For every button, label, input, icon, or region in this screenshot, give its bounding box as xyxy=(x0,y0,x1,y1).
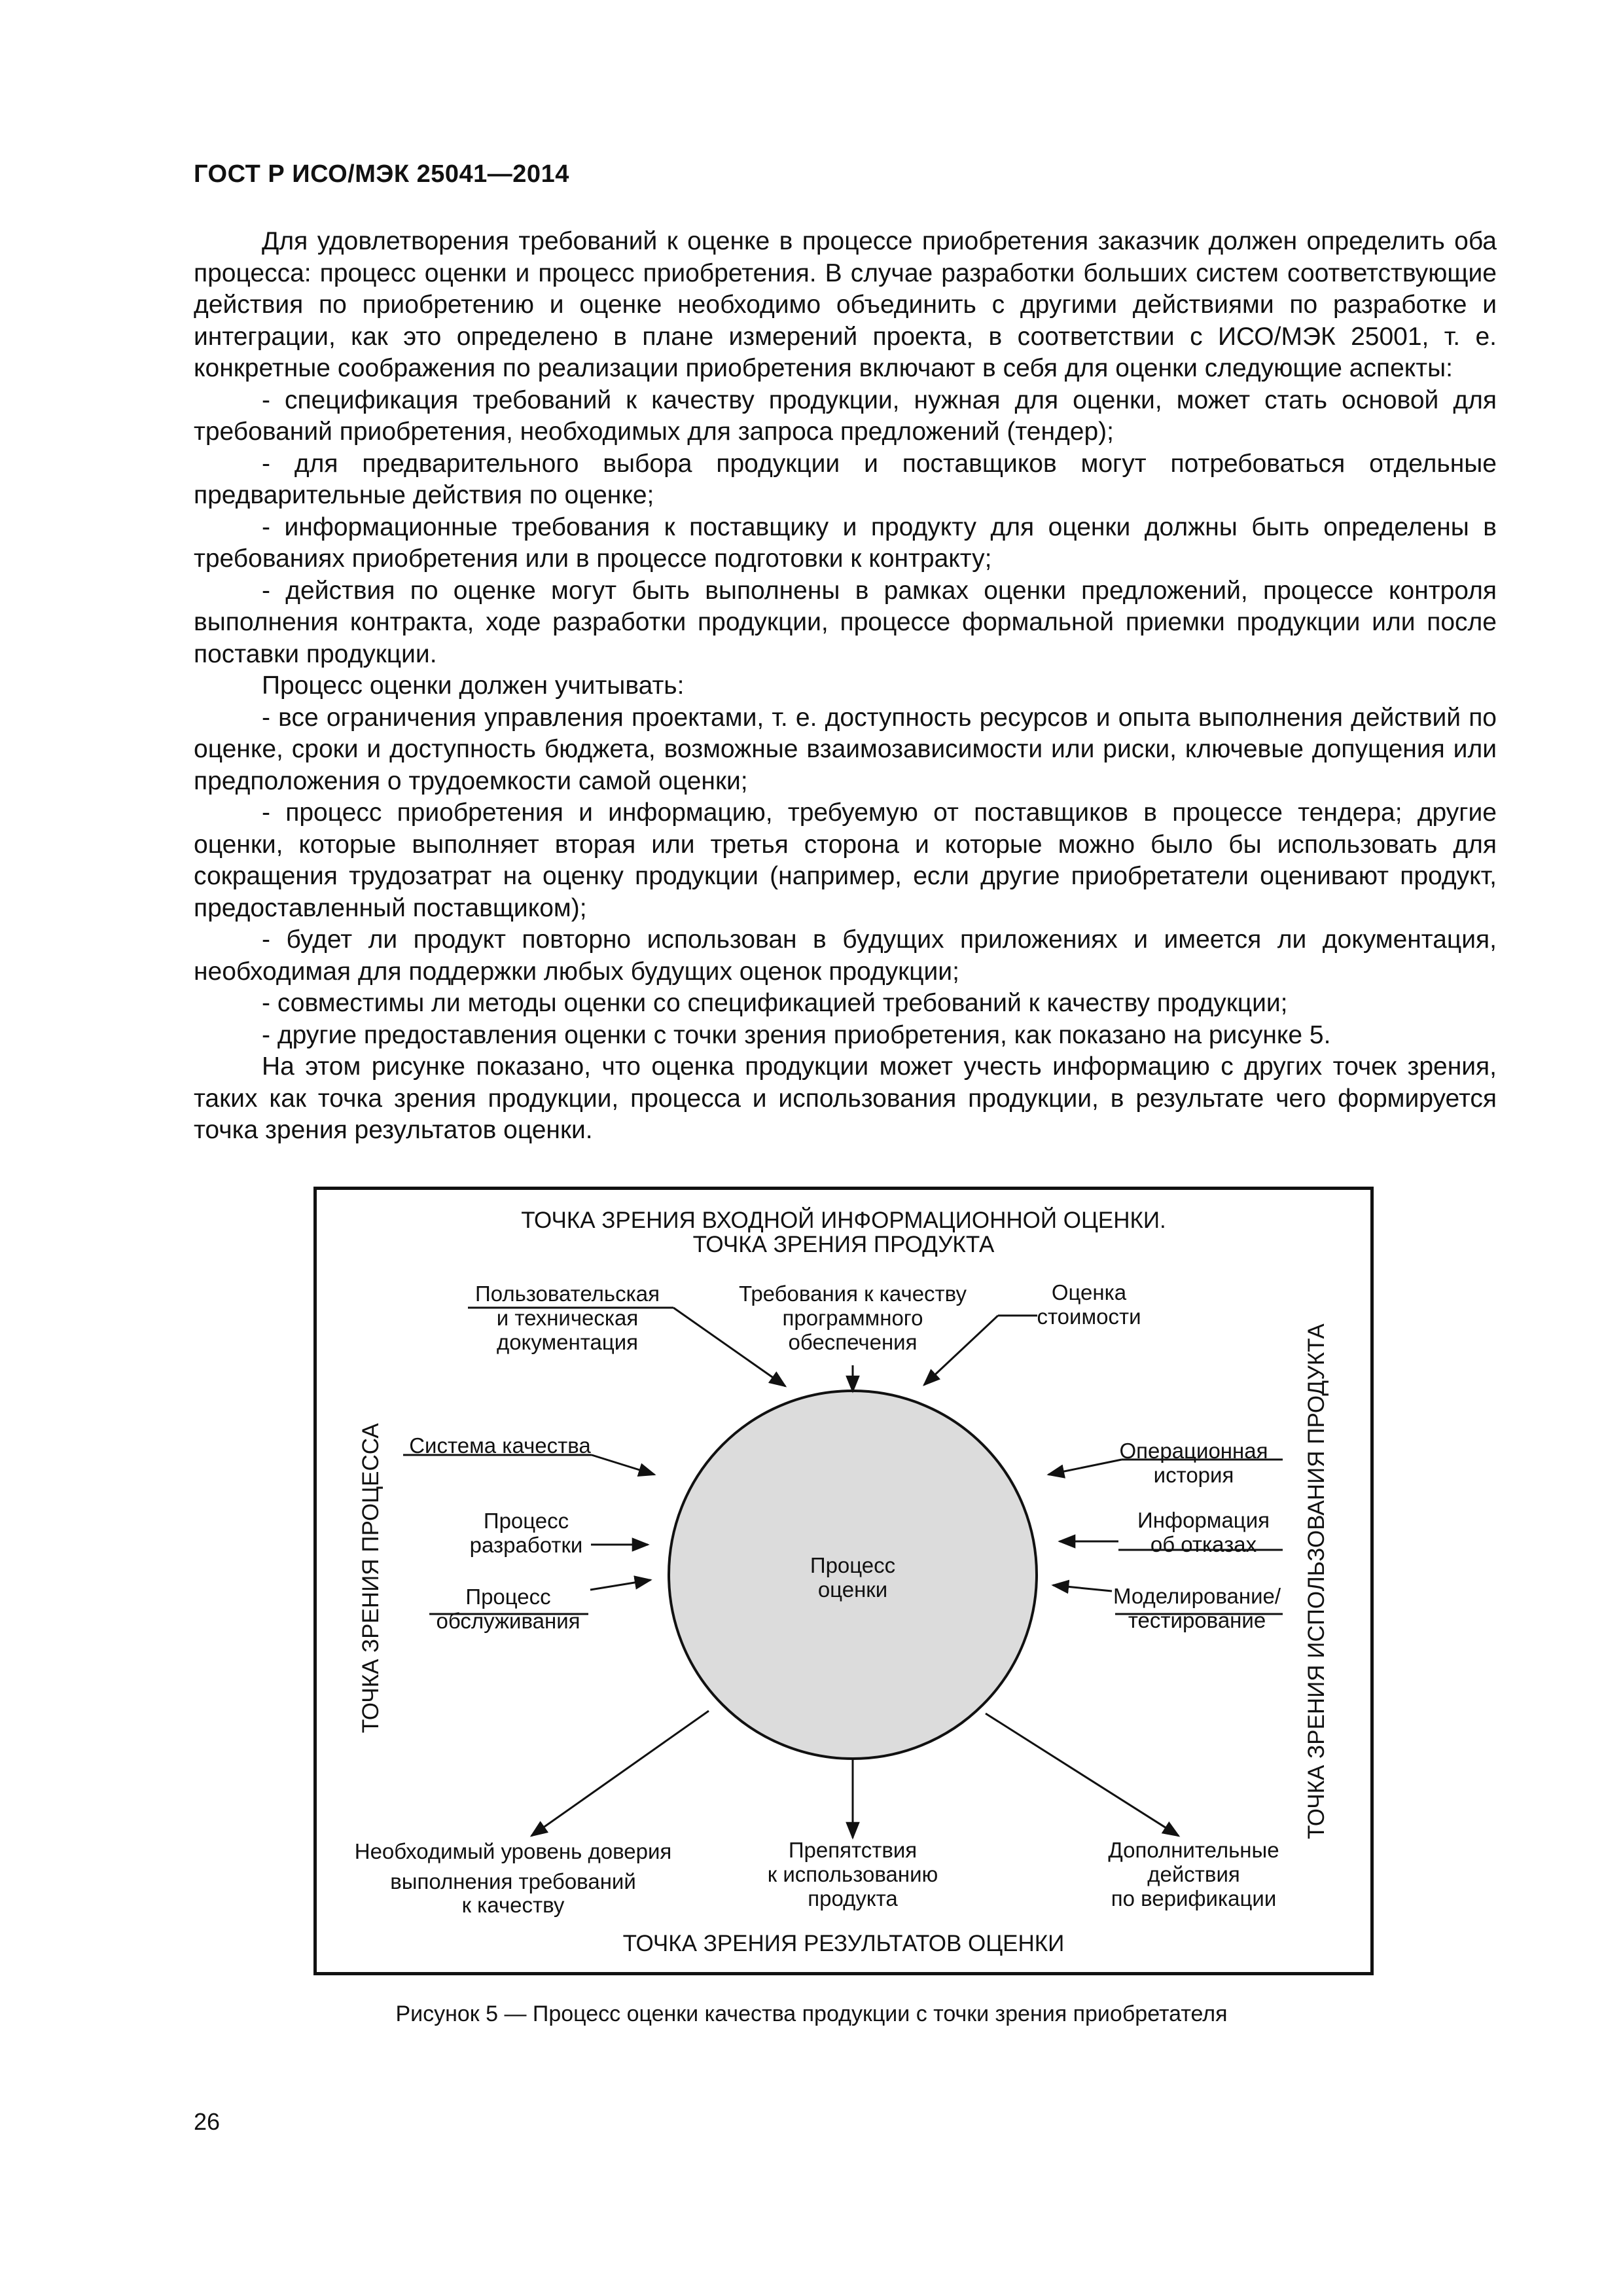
label-line: Дополнительные xyxy=(1108,1838,1279,1862)
paragraph: - для предварительного выбора продукции и поставщиков могут потребоваться отдельные предварительные действия по оценке; xyxy=(194,449,1497,509)
arrow-left-1b xyxy=(592,1455,654,1475)
left-title: ТОЧКА ЗРЕНИЯ ПРОЦЕССА xyxy=(358,1423,383,1733)
label-line: обеспечения xyxy=(788,1330,918,1354)
page-number: 26 xyxy=(194,2108,221,2135)
top-title-line: ТОЧКА ЗРЕНИЯ ВХОДНОЙ ИНФОРМАЦИОННОЙ ОЦЕНКИ. xyxy=(521,1208,1166,1233)
top-title-line: ТОЧКА ЗРЕНИЯ ПРОДУКТА xyxy=(692,1232,995,1257)
label-center-process xyxy=(755,1553,951,1602)
label-operational-history xyxy=(1096,1439,1292,1487)
paragraph: - спецификация требований к качеству продукции, нужная для оценки, может стать основой для требований приобретения, необходимых для запроса предложений (тендер); xyxy=(194,386,1497,446)
label-line: Требования к качеству xyxy=(739,1282,967,1306)
label-line: Система качества xyxy=(409,1433,591,1458)
label-maintenance-process xyxy=(428,1585,588,1633)
body-text xyxy=(194,226,1497,1147)
label-line: оценки xyxy=(817,1577,888,1602)
label-quality-requirements xyxy=(722,1282,984,1354)
top-title xyxy=(317,1208,1370,1257)
label-line: Препятствия xyxy=(788,1838,918,1862)
arrow-bottom-right xyxy=(986,1713,1179,1836)
figure-diagram xyxy=(313,1187,1374,1975)
label-line: Моделирование/ xyxy=(1113,1584,1281,1608)
label-line: программного xyxy=(782,1306,923,1330)
label-line: документация xyxy=(496,1330,639,1354)
label-user-docs xyxy=(459,1282,675,1354)
label-obstacles xyxy=(748,1838,957,1910)
label-cost-estimate xyxy=(1010,1280,1168,1329)
paragraph: - все ограничения управления проектами, т. е. доступность ресурсов и опыта выполнения действий по оценке, сроки и доступность бюджета, возможные взаимозависимости или риски, ключевые допущения или предположения о трудоемкости самой оценки; xyxy=(194,703,1497,795)
arrow-bottom-left xyxy=(531,1711,709,1836)
paragraph: - совместимы ли методы оценки со спецификацией требований к качеству продукции; xyxy=(262,989,1288,1017)
label-line: история xyxy=(1153,1463,1234,1487)
label-failure-info xyxy=(1115,1508,1292,1556)
label-line: Необходимый уровень доверия xyxy=(354,1839,672,1863)
paragraph: Процесс оценки должен учитывать: xyxy=(262,672,685,700)
label-confidence-level xyxy=(343,1837,683,1920)
label-line: обслуживания xyxy=(436,1609,580,1633)
label-line: стоимости xyxy=(1037,1304,1141,1329)
label-modeling-testing xyxy=(1102,1584,1292,1632)
paragraph: Для удовлетворения требований к оценке в процессе приобретения заказчик должен определить оба процесса: процесс оценки и процесс приобретения. В случае разработки больших систем соответствующие действия по приобретению и оценке необходимо объединить с другими действиями по разработке и интеграции, как это определено в плане измерений проекта, в соответствии с ИСО/МЭК 25001, т. е. конкретные соображения по реализации приобретения включают в себя для оценки следующие аспекты: xyxy=(194,227,1497,382)
arrow-left-3 xyxy=(590,1580,651,1590)
label-line: продукта xyxy=(808,1886,898,1910)
label-line: Процесс xyxy=(810,1553,896,1577)
figure-caption: Рисунок 5 — Процесс оценки качества продукции с точки зрения приобретателя xyxy=(395,2001,1228,2026)
label-line: Пользовательская xyxy=(474,1282,660,1306)
label-line: разработки xyxy=(469,1533,583,1557)
label-quality-system xyxy=(395,1433,605,1458)
label-line: и техническая xyxy=(496,1306,639,1330)
paragraph: - информационные требования к поставщику и продукту для оценки должны быть определены в требованиях приобретения или в процессе подготовки к контракту; xyxy=(194,512,1497,573)
paragraph: - будет ли продукт повторно использован в будущих приложениях и имеется ли документация, необходимая для поддержки любых будущих оценок продукции; xyxy=(194,925,1497,986)
bottom-title: ТОЧКА ЗРЕНИЯ РЕЗУЛЬТАТОВ ОЦЕНКИ xyxy=(622,1931,1065,1956)
label-verification xyxy=(1089,1838,1298,1910)
paragraph: - действия по оценке могут быть выполнены в рамках оценки предложений, процессе контроля выполнения контракта, ходе разработки продукции, процессе формальной приемки продукции или после поставки продукции. xyxy=(194,576,1497,668)
label-line: об отказах xyxy=(1150,1532,1257,1556)
label-line: Информация xyxy=(1137,1508,1270,1532)
paragraph: На этом рисунке показано, что оценка продукции может учесть информацию с других точек зрения, таких как точка зрения продукции, процесса и использования продукции, в результате чего формируется точка зрения результатов оценки. xyxy=(194,1052,1497,1144)
right-title: ТОЧКА ЗРЕНИЯ ИСПОЛЬЗОВАНИЯ ПРОДУКТА xyxy=(1304,1323,1329,1839)
label-line: к использованию xyxy=(767,1862,938,1886)
paragraph: - процесс приобретения и информацию, требуемую от поставщиков в процессе тендера; другие оценки, которые выполняет вторая или третья сторона и которые можно было бы использовать для сокращения трудозатрат на оценку продукции (например, если другие приобретатели оценивают продукт, предоставленный поставщиком); xyxy=(194,798,1497,922)
label-line: действия xyxy=(1147,1862,1240,1886)
label-line: выполнения требований xyxy=(390,1869,636,1893)
label-line: Процесс xyxy=(483,1509,569,1533)
label-line: тестирование xyxy=(1128,1608,1266,1632)
label-line: Оценка xyxy=(1051,1280,1127,1304)
label-development-process xyxy=(461,1509,592,1557)
label-line: Процесс xyxy=(465,1585,551,1609)
document-header: ГОСТ Р ИСО/МЭК 25041—2014 xyxy=(194,160,569,188)
label-line: Операционная xyxy=(1119,1439,1268,1463)
label-line: к качеству xyxy=(461,1893,565,1917)
paragraph: - другие предоставления оценки с точки зрения приобретения, как показано на рисунке 5. xyxy=(262,1020,1331,1049)
label-line: по верификации xyxy=(1111,1886,1277,1910)
